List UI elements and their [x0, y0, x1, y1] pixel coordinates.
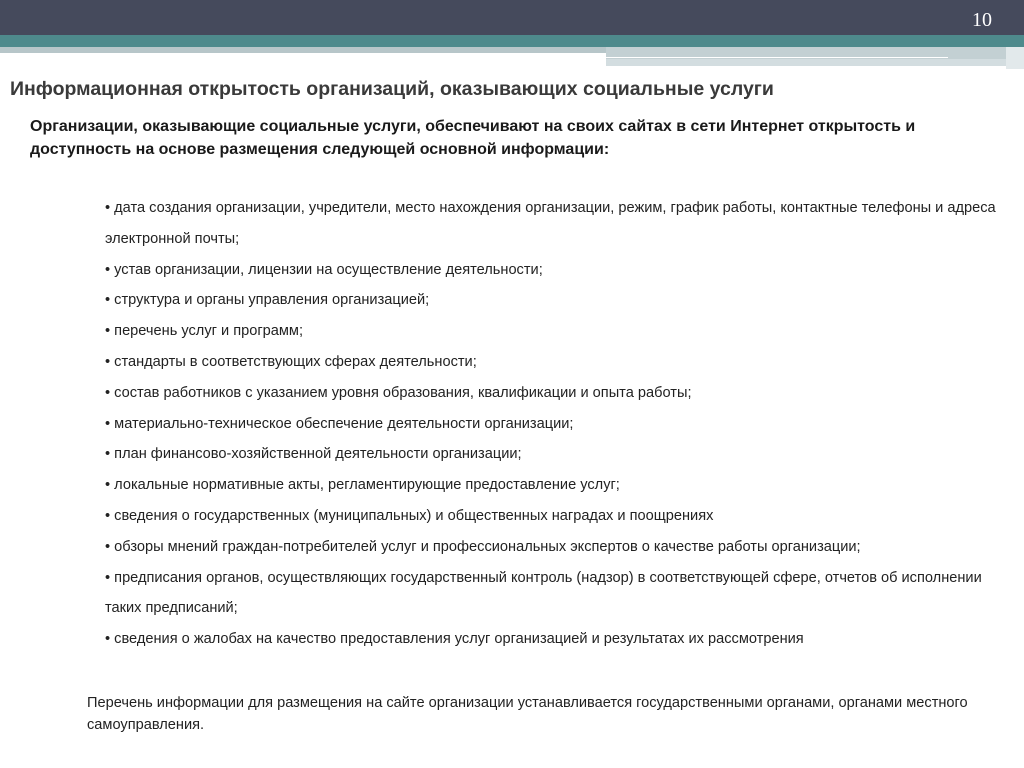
- slide-number: 10: [972, 9, 992, 31]
- header-decor-bar: [1006, 47, 1024, 69]
- header-decor-bar: [606, 59, 1006, 66]
- slide-title: Информационная открытость организаций, оказывающих социальные услуги: [10, 78, 774, 100]
- list-item: • локальные нормативные акты, регламентирующие предоставление услуг;: [105, 477, 620, 494]
- header-band-gray: [0, 47, 606, 53]
- list-item: • состав работников с указанием уровня образования, квалификации и опыта работы;: [105, 384, 692, 401]
- requirements-list: [105, 193, 1005, 655]
- header-decor-line: [606, 57, 948, 58]
- header-band-teal: [0, 35, 1024, 47]
- list-item: • обзоры мнений граждан-потребителей услуг и профессиональных экспертов о качестве работы организации;: [105, 538, 861, 555]
- list-item: • дата создания организации, учредители, место нахождения организации, режим, график работы, контактные телефоны и адреса электронной почты;: [105, 200, 996, 247]
- header-band-dark: [0, 0, 1024, 35]
- list-item: • сведения о жалобах на качество предоставления услуг организацией и результатах их рассмотрения: [105, 631, 804, 648]
- list-item: • сведения о государственных (муниципальных) и общественных наградах и поощрениях: [105, 507, 714, 524]
- list-item: • предписания органов, осуществляющих государственный контроль (надзор) в соответствующей сфере, отчетов об исполнении таких предписаний;: [105, 569, 982, 617]
- list-item: • устав организации, лицензии на осуществление деятельности;: [105, 261, 543, 278]
- list-item: • стандарты в соответствующих сферах деятельности;: [105, 353, 477, 370]
- list-item: • перечень услуг и программ;: [105, 323, 304, 340]
- list-item: • структура и органы управления организацией;: [105, 292, 430, 309]
- footer-note: Перечень информации для размещения на сайте организации устанавливается государственными органами, органами местного самоуправления.: [87, 695, 968, 733]
- intro-paragraph: Организации, оказывающие социальные услуги, обеспечивают на своих сайтах в сети Интернет открытость и доступность на основе размещения следующей основной информации:: [30, 118, 916, 158]
- list-item: • план финансово-хозяйственной деятельности организации;: [105, 446, 522, 463]
- list-item: • материально-техническое обеспечение деятельности организации;: [105, 415, 574, 432]
